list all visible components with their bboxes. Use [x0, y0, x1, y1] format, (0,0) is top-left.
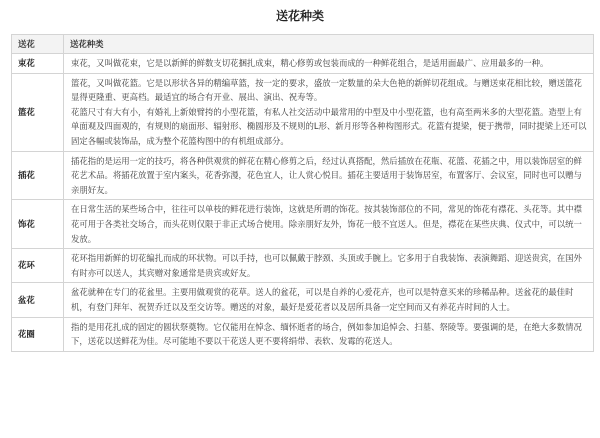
header-flower: 送花 — [12, 35, 64, 54]
flower-description-cell — [64, 151, 594, 200]
flower-name-cell: 篮花 — [12, 73, 64, 151]
flower-description-cell — [64, 283, 594, 317]
description-paragraph: 花篮尺寸有大有小，有婚礼上新娘臂挎的小型花篮，有私人社交活动中最常用的中型及中小型花篮，也有高至两米多的大型花篮。造型上有单面观及四面观的，有规则的扇面形、辐射形、椭圆形及不规则的L形、新月形等各种构图形式。花篮有提梁，便于携带，同时提梁上还可以固定各幅或装饰品，成为整个花篮构图中的有机组成部分。 — [71, 106, 587, 146]
description-paragraph: 插花指的是运用一定的技巧，将各种供观赏的鲜花在精心修剪之后，经过认真搭配，然后插放在花瓶、花篮、花插之中，用以装饰居室的鲜花艺术品。将插花放置于室内案头，花香弥漫，花色宜人，让人赏心悦目。插花主要适用于装饰居室，布置客厅、会议室，同时也可以赠与亲朋好友。 — [71, 155, 582, 195]
table-row — [12, 317, 594, 351]
header-flower-types: 送花种类 — [64, 35, 594, 54]
description-paragraph: 花环指用新鲜的切花编扎而成的环状物。可以手持，也可以佩戴于脖颈、头顶或手腕上。它多用于自我装饰、表演舞蹈、迎送贵宾，在国外有时亦可以送人，其宾赠对象通常是贵宾或好友。 — [71, 253, 582, 278]
table-header-row — [12, 35, 594, 54]
table-row — [12, 54, 594, 74]
description-paragraph: 束花，又叫做花束，它是以新鲜的鲜数支切花捆扎成束，精心修剪或包装而成的一种鲜花组合，是适用面最广、应用最多的一种。 — [71, 58, 549, 68]
table-row — [12, 283, 594, 317]
flower-description-cell — [64, 200, 594, 249]
description-paragraph: 指的是用花扎成的固定的圆状祭奠物。它仅能用在悼念、缅怀逝者的场合，例如参加追悼会、扫墓、祭陵等。要强调的是，在绝大多数情况下，送花以送鲜花为佳。尽可能地不要以干花送人更不要将绢带、表软、发霉的花送人。 — [71, 321, 582, 347]
flower-name-cell: 束花 — [12, 54, 64, 74]
description-paragraph: 在日常生活的某些场合中，往往可以单枝的鲜花进行装饰，这就是所谓的饰花。按其装饰部位的不同，常见的饰花有襟花、头花等。其中襟花可用于各类社交场合，而头花则仅限于非正式场合使用。除亲朋好友外，饰花一般不宜送人。但是，襟花在某些庆典、仪式中，可以统一发放。 — [71, 204, 582, 244]
flower-description-cell — [64, 54, 594, 74]
table-row — [12, 249, 594, 283]
flower-name-cell: 盆花 — [12, 283, 64, 317]
description-paragraph: 篮花，又叫做花篮。它是以形状各异的精编草篮，按一定的要求，盛放一定数量的朵大色艳的新鲜切花组成。与赠送束花相比较，赠送篮花显得更隆重、更高档。最适宜的场合有开业、展出、演出、祝寿等。 — [71, 77, 582, 103]
flower-description-cell — [64, 249, 594, 283]
flower-description-cell — [64, 73, 594, 151]
table-row — [12, 200, 594, 249]
flower-description-cell — [64, 317, 594, 351]
description-paragraph: 盆花就种在专门的花盆里。主要用做观赏的花草。送人的盆花，可以是自养的心爱花卉，也可以是特意买来的珍稀品种。送盆花的最佳时机，有登门拜年、祝贺乔迁以及至交访等。赠送的对象，最好是爱花者以及居所具备一定空间而又有养花卉时间的人士。 — [71, 287, 574, 312]
flower-name-cell: 花圈 — [12, 317, 64, 351]
table-body — [12, 54, 594, 352]
page-title: 送花种类 — [275, 9, 324, 23]
flower-types-table — [11, 34, 594, 352]
flower-name-cell: 花环 — [12, 249, 64, 283]
flower-name-cell: 插花 — [12, 151, 64, 200]
flower-name-cell: 饰花 — [12, 200, 64, 249]
table-row — [12, 151, 594, 200]
table-row — [12, 73, 594, 151]
